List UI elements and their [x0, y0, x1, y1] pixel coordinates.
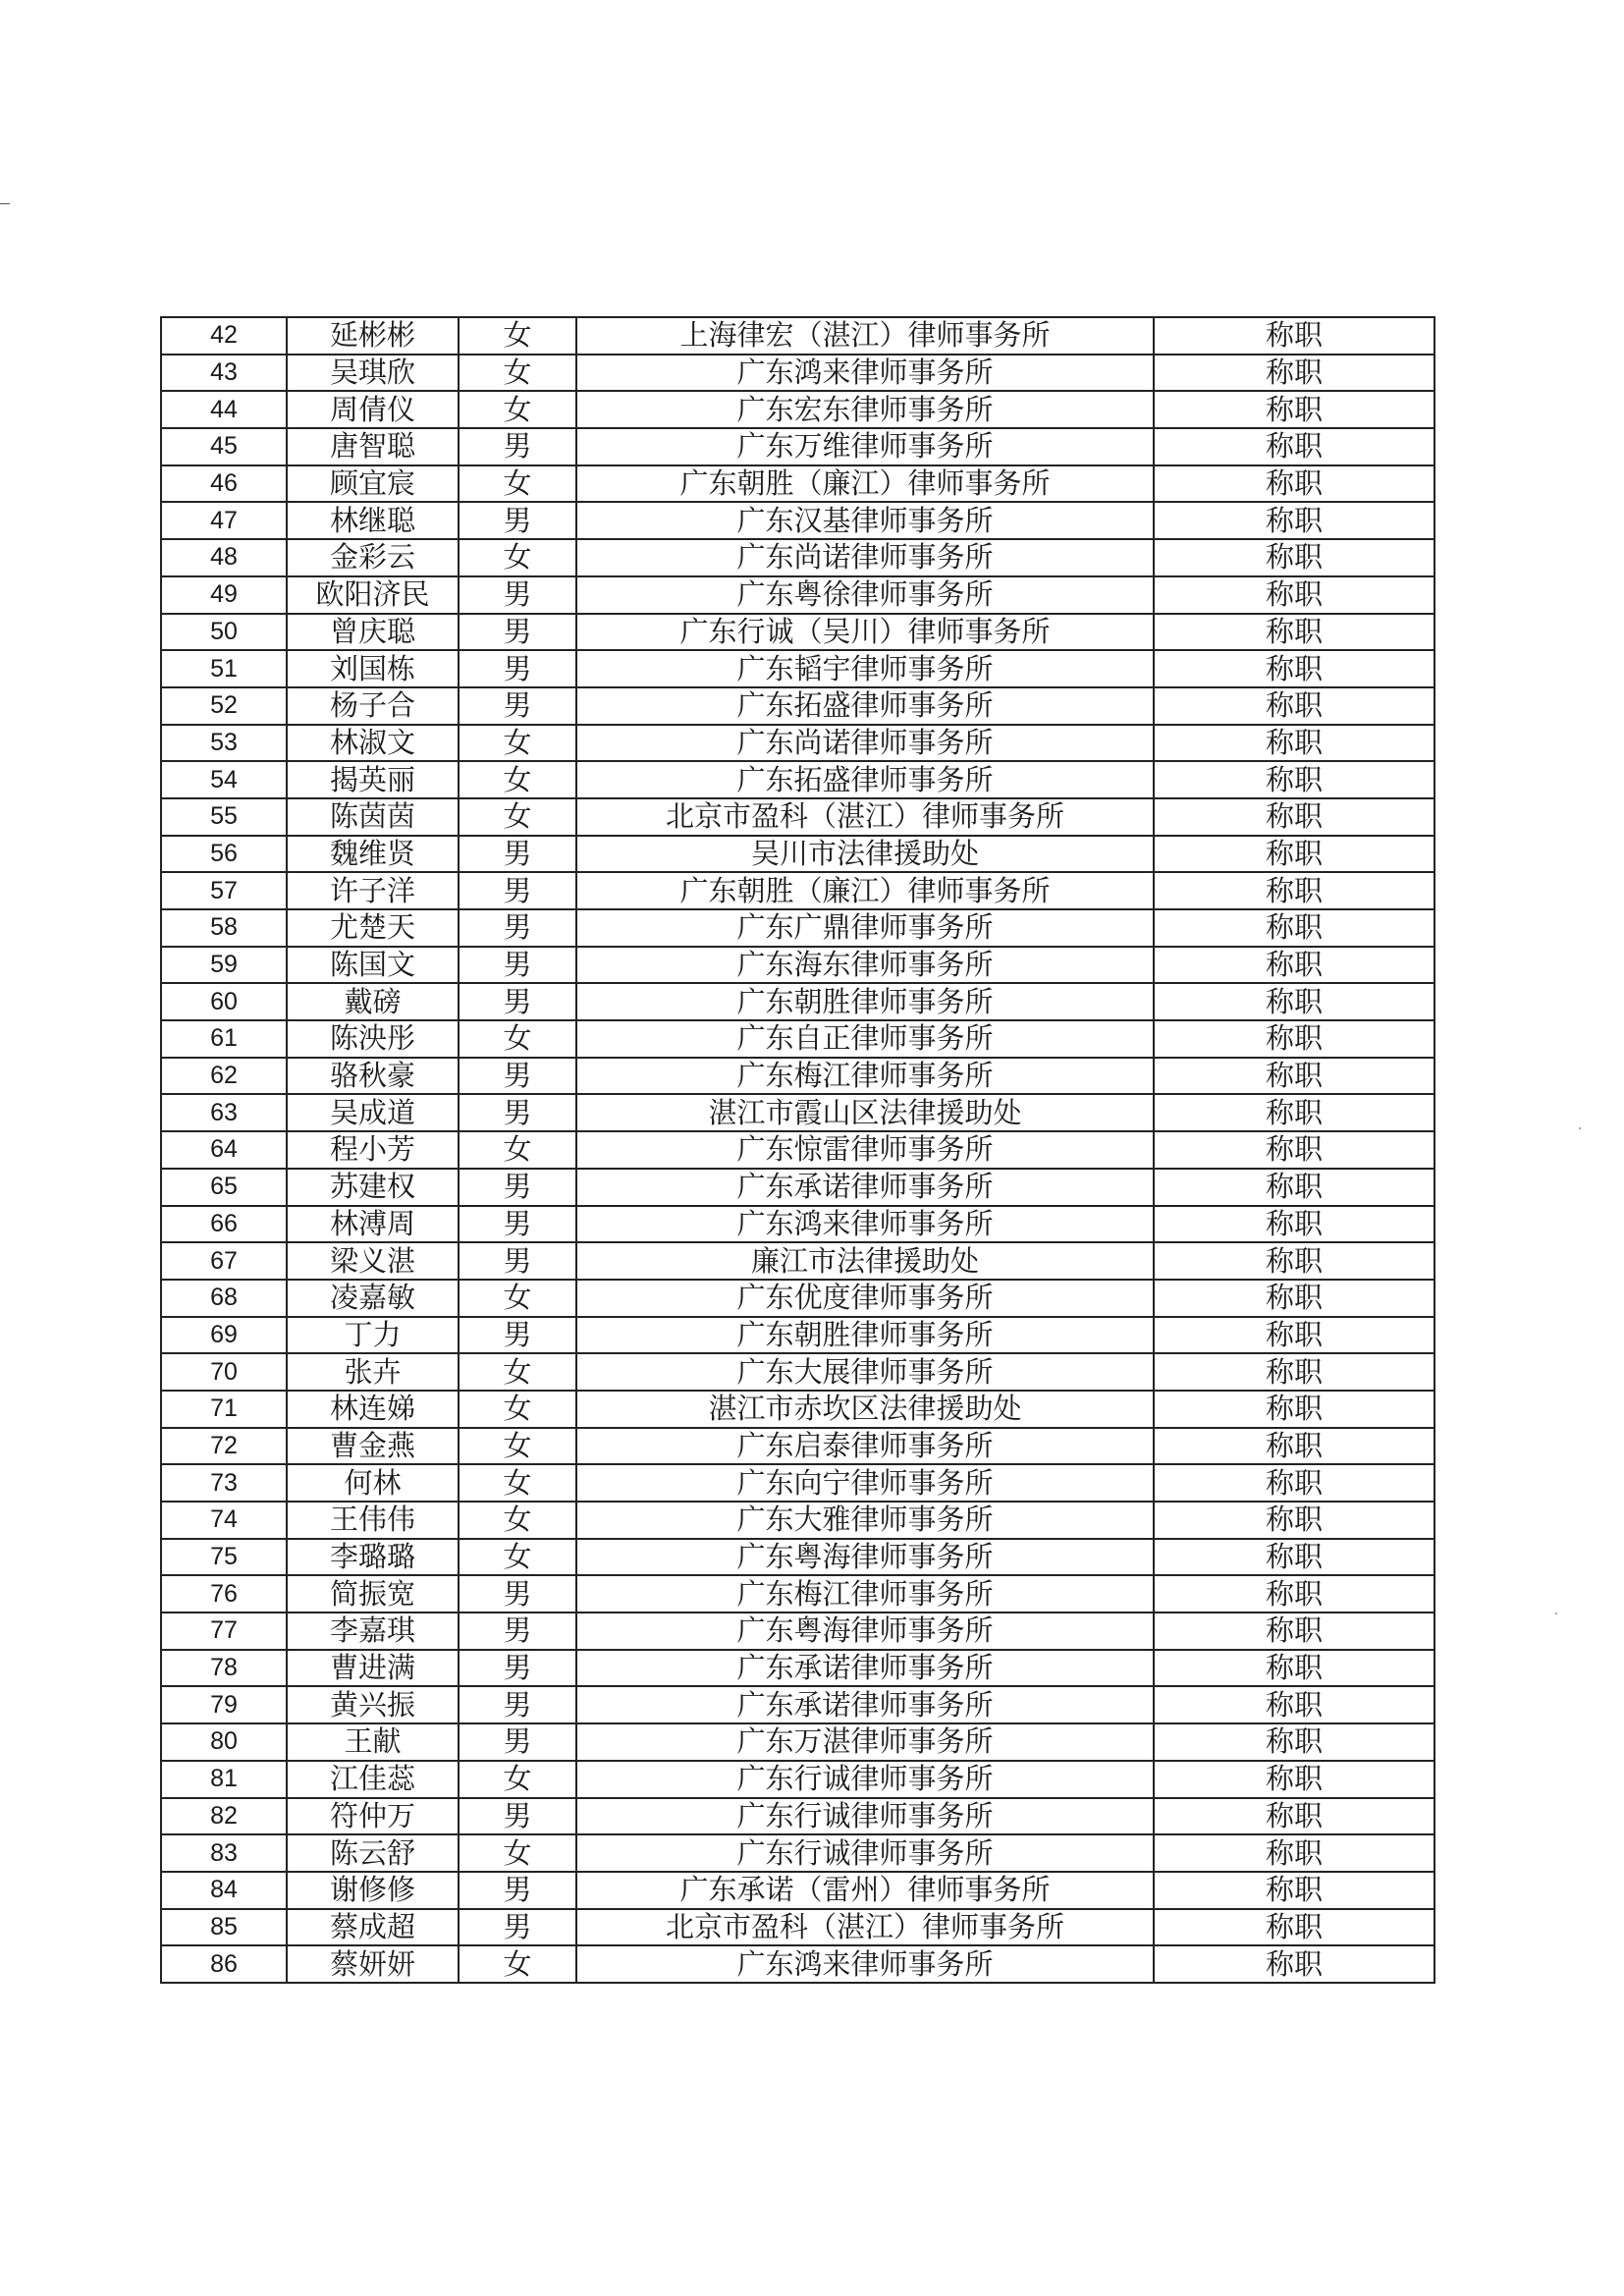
table-row [161, 1502, 1435, 1539]
evaluation-result-cell: 称职 [1154, 1353, 1435, 1391]
organization-cell: 广东拓盛律师事务所 [576, 687, 1154, 725]
name-cell: 吴成道 [287, 1094, 459, 1131]
name-cell: 黄兴振 [287, 1686, 459, 1723]
organization-cell: 广东大雅律师事务所 [576, 1502, 1154, 1539]
row-number-cell: 56 [161, 836, 287, 873]
row-number-cell: 55 [161, 798, 287, 836]
table-row [161, 1834, 1435, 1872]
gender-cell: 女 [459, 1280, 576, 1317]
gender-cell: 女 [459, 465, 576, 503]
table-row [161, 1650, 1435, 1687]
table-row [161, 1131, 1435, 1169]
row-number-cell: 69 [161, 1317, 287, 1354]
row-number-cell: 73 [161, 1464, 287, 1502]
organization-cell: 北京市盈科（湛江）律师事务所 [576, 1909, 1154, 1946]
organization-cell: 上海律宏（湛江）律师事务所 [576, 317, 1154, 355]
evaluation-result-cell: 称职 [1154, 502, 1435, 539]
gender-cell: 男 [459, 1317, 576, 1354]
name-cell: 林继聪 [287, 502, 459, 539]
gender-cell: 男 [459, 1798, 576, 1835]
organization-cell: 广东尚诺律师事务所 [576, 539, 1154, 576]
evaluation-result-cell: 称职 [1154, 1169, 1435, 1206]
name-cell: 江佳蕊 [287, 1761, 459, 1798]
organization-cell: 广东韬宇律师事务所 [576, 650, 1154, 687]
evaluation-result-cell: 称职 [1154, 1391, 1435, 1428]
table-row [161, 1206, 1435, 1243]
evaluation-result-cell: 称职 [1154, 1206, 1435, 1243]
organization-cell: 广东承诺（雷州）律师事务所 [576, 1872, 1154, 1909]
name-cell: 程小芳 [287, 1131, 459, 1169]
evaluation-result-cell: 称职 [1154, 317, 1435, 355]
name-cell: 李嘉琪 [287, 1613, 459, 1650]
name-cell: 谢修修 [287, 1872, 459, 1909]
row-number-cell: 47 [161, 502, 287, 539]
evaluation-result-cell: 称职 [1154, 983, 1435, 1020]
organization-cell: 广东朝胜（廉江）律师事务所 [576, 872, 1154, 909]
name-cell: 林淑文 [287, 725, 459, 762]
name-cell: 林连娣 [287, 1391, 459, 1428]
evaluation-result-cell: 称职 [1154, 1094, 1435, 1131]
table-row [161, 1613, 1435, 1650]
row-number-cell: 66 [161, 1206, 287, 1243]
evaluation-result-cell: 称职 [1154, 798, 1435, 836]
organization-cell: 广东朝胜（廉江）律师事务所 [576, 465, 1154, 503]
name-cell: 简振宽 [287, 1575, 459, 1613]
organization-cell: 广东万维律师事务所 [576, 428, 1154, 465]
name-cell: 戴磅 [287, 983, 459, 1020]
gender-cell: 男 [459, 1723, 576, 1761]
evaluation-result-cell: 称职 [1154, 1798, 1435, 1835]
row-number-cell: 80 [161, 1723, 287, 1761]
row-number-cell: 54 [161, 761, 287, 798]
row-number-cell: 63 [161, 1094, 287, 1131]
row-number-cell: 78 [161, 1650, 287, 1687]
scan-speck [1555, 1613, 1557, 1614]
name-cell: 凌嘉敏 [287, 1280, 459, 1317]
evaluation-result-cell: 称职 [1154, 947, 1435, 984]
name-cell: 唐智聪 [287, 428, 459, 465]
table-row [161, 983, 1435, 1020]
name-cell: 陈国文 [287, 947, 459, 984]
row-number-cell: 81 [161, 1761, 287, 1798]
row-number-cell: 70 [161, 1353, 287, 1391]
evaluation-result-cell: 称职 [1154, 725, 1435, 762]
row-number-cell: 82 [161, 1798, 287, 1835]
name-cell: 延彬彬 [287, 317, 459, 355]
organization-cell: 广东惊雷律师事务所 [576, 1131, 1154, 1169]
row-number-cell: 83 [161, 1834, 287, 1872]
gender-cell: 男 [459, 1575, 576, 1613]
table-row [161, 1909, 1435, 1946]
organization-cell: 广东海东律师事务所 [576, 947, 1154, 984]
table-row [161, 650, 1435, 687]
row-number-cell: 68 [161, 1280, 287, 1317]
evaluation-result-cell: 称职 [1154, 1613, 1435, 1650]
name-cell: 蔡妍妍 [287, 1945, 459, 1983]
gender-cell: 女 [459, 725, 576, 762]
gender-cell: 女 [459, 317, 576, 355]
organization-cell: 广东粤海律师事务所 [576, 1613, 1154, 1650]
evaluation-result-cell: 称职 [1154, 1945, 1435, 1983]
table-row [161, 576, 1435, 614]
row-number-cell: 76 [161, 1575, 287, 1613]
row-number-cell: 86 [161, 1945, 287, 1983]
row-number-cell: 43 [161, 355, 287, 392]
name-cell: 林溥周 [287, 1206, 459, 1243]
gender-cell: 女 [459, 1761, 576, 1798]
table-row [161, 1575, 1435, 1613]
row-number-cell: 60 [161, 983, 287, 1020]
organization-cell: 广东拓盛律师事务所 [576, 761, 1154, 798]
name-cell: 顾宜宸 [287, 465, 459, 503]
organization-cell: 广东鸿来律师事务所 [576, 1206, 1154, 1243]
evaluation-result-cell: 称职 [1154, 1761, 1435, 1798]
evaluation-result-cell: 称职 [1154, 909, 1435, 947]
organization-cell: 广东朝胜律师事务所 [576, 1317, 1154, 1354]
evaluation-result-cell: 称职 [1154, 1464, 1435, 1502]
gender-cell: 男 [459, 947, 576, 984]
name-cell: 梁义湛 [287, 1242, 459, 1280]
table-row [161, 1242, 1435, 1280]
table-row [161, 1539, 1435, 1576]
organization-cell: 广东粤海律师事务所 [576, 1539, 1154, 1576]
name-cell: 陈云舒 [287, 1834, 459, 1872]
row-number-cell: 77 [161, 1613, 287, 1650]
row-number-cell: 67 [161, 1242, 287, 1280]
evaluation-result-cell: 称职 [1154, 1650, 1435, 1687]
organization-cell: 广东承诺律师事务所 [576, 1686, 1154, 1723]
row-number-cell: 74 [161, 1502, 287, 1539]
organization-cell: 广东鸿来律师事务所 [576, 1945, 1154, 1983]
row-number-cell: 52 [161, 687, 287, 725]
evaluation-result-cell: 称职 [1154, 1686, 1435, 1723]
gender-cell: 女 [459, 1464, 576, 1502]
gender-cell: 女 [459, 1502, 576, 1539]
name-cell: 许子洋 [287, 872, 459, 909]
gender-cell: 男 [459, 1872, 576, 1909]
table-row [161, 1020, 1435, 1058]
gender-cell: 女 [459, 1131, 576, 1169]
table-row [161, 1761, 1435, 1798]
organization-cell: 广东向宁律师事务所 [576, 1464, 1154, 1502]
organization-cell: 广东行诚律师事务所 [576, 1798, 1154, 1835]
row-number-cell: 71 [161, 1391, 287, 1428]
evaluation-table-body [161, 317, 1435, 1983]
name-cell: 苏建权 [287, 1169, 459, 1206]
organization-cell: 广东汉基律师事务所 [576, 502, 1154, 539]
evaluation-table [160, 316, 1435, 1984]
table-row [161, 1798, 1435, 1835]
organization-cell: 广东承诺律师事务所 [576, 1169, 1154, 1206]
evaluation-result-cell: 称职 [1154, 1539, 1435, 1576]
row-number-cell: 85 [161, 1909, 287, 1946]
name-cell: 张卉 [287, 1353, 459, 1391]
name-cell: 丁力 [287, 1317, 459, 1354]
name-cell: 李璐璐 [287, 1539, 459, 1576]
table-row [161, 909, 1435, 947]
table-row [161, 317, 1435, 355]
organization-cell: 广东承诺律师事务所 [576, 1650, 1154, 1687]
gender-cell: 女 [459, 1834, 576, 1872]
row-number-cell: 59 [161, 947, 287, 984]
table-row [161, 539, 1435, 576]
table-row [161, 1428, 1435, 1465]
table-row [161, 428, 1435, 465]
table-row [161, 687, 1435, 725]
gender-cell: 女 [459, 1945, 576, 1983]
gender-cell: 男 [459, 909, 576, 947]
evaluation-result-cell: 称职 [1154, 650, 1435, 687]
gender-cell: 男 [459, 1206, 576, 1243]
organization-cell: 广东梅江律师事务所 [576, 1575, 1154, 1613]
gender-cell: 男 [459, 650, 576, 687]
table-row [161, 1094, 1435, 1131]
organization-cell: 广东行诚律师事务所 [576, 1761, 1154, 1798]
row-number-cell: 49 [161, 576, 287, 614]
gender-cell: 女 [459, 539, 576, 576]
evaluation-result-cell: 称职 [1154, 355, 1435, 392]
row-number-cell: 61 [161, 1020, 287, 1058]
row-number-cell: 51 [161, 650, 287, 687]
evaluation-result-cell: 称职 [1154, 1502, 1435, 1539]
row-number-cell: 42 [161, 317, 287, 355]
evaluation-result-cell: 称职 [1154, 428, 1435, 465]
table-row [161, 761, 1435, 798]
evaluation-result-cell: 称职 [1154, 1834, 1435, 1872]
organization-cell: 广东大展律师事务所 [576, 1353, 1154, 1391]
table-row [161, 725, 1435, 762]
organization-cell: 广东朝胜律师事务所 [576, 983, 1154, 1020]
row-number-cell: 48 [161, 539, 287, 576]
gender-cell: 男 [459, 1650, 576, 1687]
table-row [161, 465, 1435, 503]
evaluation-result-cell: 称职 [1154, 1317, 1435, 1354]
evaluation-result-cell: 称职 [1154, 836, 1435, 873]
gender-cell: 女 [459, 355, 576, 392]
name-cell: 陈茵茵 [287, 798, 459, 836]
gender-cell: 女 [459, 1353, 576, 1391]
gender-cell: 男 [459, 1058, 576, 1095]
table-row [161, 1280, 1435, 1317]
organization-cell: 廉江市法律援助处 [576, 1242, 1154, 1280]
organization-cell: 广东行诚律师事务所 [576, 1834, 1154, 1872]
table-row [161, 1169, 1435, 1206]
evaluation-result-cell: 称职 [1154, 614, 1435, 651]
gender-cell: 男 [459, 428, 576, 465]
name-cell: 尤楚天 [287, 909, 459, 947]
evaluation-result-cell: 称职 [1154, 1242, 1435, 1280]
evaluation-result-cell: 称职 [1154, 391, 1435, 428]
row-number-cell: 46 [161, 465, 287, 503]
evaluation-result-cell: 称职 [1154, 1058, 1435, 1095]
evaluation-result-cell: 称职 [1154, 1020, 1435, 1058]
table-row [161, 1317, 1435, 1354]
name-cell: 周倩仪 [287, 391, 459, 428]
evaluation-result-cell: 称职 [1154, 1909, 1435, 1946]
gender-cell: 男 [459, 1909, 576, 1946]
gender-cell: 男 [459, 1613, 576, 1650]
organization-cell: 湛江市赤坎区法律援助处 [576, 1391, 1154, 1428]
table-row [161, 1945, 1435, 1983]
row-number-cell: 44 [161, 391, 287, 428]
row-number-cell: 84 [161, 1872, 287, 1909]
gender-cell: 男 [459, 1686, 576, 1723]
evaluation-result-cell: 称职 [1154, 1131, 1435, 1169]
evaluation-result-cell: 称职 [1154, 539, 1435, 576]
organization-cell: 广东梅江律师事务所 [576, 1058, 1154, 1095]
organization-cell: 广东行诚（吴川）律师事务所 [576, 614, 1154, 651]
row-number-cell: 53 [161, 725, 287, 762]
name-cell: 陈泱彤 [287, 1020, 459, 1058]
row-number-cell: 62 [161, 1058, 287, 1095]
organization-cell: 广东宏东律师事务所 [576, 391, 1154, 428]
name-cell: 刘国栋 [287, 650, 459, 687]
gender-cell: 男 [459, 836, 576, 873]
row-number-cell: 57 [161, 872, 287, 909]
gender-cell: 女 [459, 391, 576, 428]
scan-speck [1579, 1127, 1581, 1129]
row-number-cell: 79 [161, 1686, 287, 1723]
row-number-cell: 58 [161, 909, 287, 947]
name-cell: 骆秋豪 [287, 1058, 459, 1095]
name-cell: 王献 [287, 1723, 459, 1761]
gender-cell: 男 [459, 614, 576, 651]
table-row [161, 1686, 1435, 1723]
organization-cell: 广东尚诺律师事务所 [576, 725, 1154, 762]
name-cell: 杨子合 [287, 687, 459, 725]
name-cell: 符仲万 [287, 1798, 459, 1835]
row-number-cell: 64 [161, 1131, 287, 1169]
table-row [161, 1723, 1435, 1761]
organization-cell: 广东启泰律师事务所 [576, 1428, 1154, 1465]
row-number-cell: 45 [161, 428, 287, 465]
organization-cell: 广东自正律师事务所 [576, 1020, 1154, 1058]
evaluation-result-cell: 称职 [1154, 1280, 1435, 1317]
organization-cell: 吴川市法律援助处 [576, 836, 1154, 873]
table-row [161, 1391, 1435, 1428]
scan-margin-mark [0, 203, 10, 204]
name-cell: 金彩云 [287, 539, 459, 576]
table-row [161, 1464, 1435, 1502]
name-cell: 何林 [287, 1464, 459, 1502]
row-number-cell: 65 [161, 1169, 287, 1206]
name-cell: 欧阳济民 [287, 576, 459, 614]
name-cell: 蔡成超 [287, 1909, 459, 1946]
name-cell: 王伟伟 [287, 1502, 459, 1539]
gender-cell: 女 [459, 1020, 576, 1058]
evaluation-result-cell: 称职 [1154, 1428, 1435, 1465]
evaluation-result-cell: 称职 [1154, 872, 1435, 909]
name-cell: 曹金燕 [287, 1428, 459, 1465]
organization-cell: 湛江市霞山区法律援助处 [576, 1094, 1154, 1131]
table-row [161, 947, 1435, 984]
organization-cell: 北京市盈科（湛江）律师事务所 [576, 798, 1154, 836]
table-row [161, 391, 1435, 428]
gender-cell: 男 [459, 983, 576, 1020]
evaluation-result-cell: 称职 [1154, 1872, 1435, 1909]
gender-cell: 男 [459, 687, 576, 725]
name-cell: 魏维贤 [287, 836, 459, 873]
table-row [161, 798, 1435, 836]
evaluation-result-cell: 称职 [1154, 1575, 1435, 1613]
gender-cell: 男 [459, 1169, 576, 1206]
row-number-cell: 75 [161, 1539, 287, 1576]
gender-cell: 男 [459, 872, 576, 909]
organization-cell: 广东优度律师事务所 [576, 1280, 1154, 1317]
gender-cell: 男 [459, 1242, 576, 1280]
gender-cell: 女 [459, 1428, 576, 1465]
evaluation-result-cell: 称职 [1154, 465, 1435, 503]
evaluation-result-cell: 称职 [1154, 576, 1435, 614]
table-row [161, 1058, 1435, 1095]
name-cell: 吴琪欣 [287, 355, 459, 392]
gender-cell: 男 [459, 1094, 576, 1131]
gender-cell: 男 [459, 502, 576, 539]
name-cell: 曾庆聪 [287, 614, 459, 651]
organization-cell: 广东鸿来律师事务所 [576, 355, 1154, 392]
gender-cell: 女 [459, 1539, 576, 1576]
evaluation-result-cell: 称职 [1154, 761, 1435, 798]
table-row [161, 1872, 1435, 1909]
table-row [161, 355, 1435, 392]
gender-cell: 男 [459, 576, 576, 614]
evaluation-result-cell: 称职 [1154, 687, 1435, 725]
organization-cell: 广东广鼎律师事务所 [576, 909, 1154, 947]
table-row [161, 502, 1435, 539]
organization-cell: 广东粤徐律师事务所 [576, 576, 1154, 614]
table-row [161, 872, 1435, 909]
gender-cell: 女 [459, 1391, 576, 1428]
row-number-cell: 72 [161, 1428, 287, 1465]
table-row [161, 614, 1435, 651]
table-row [161, 1353, 1435, 1391]
evaluation-result-cell: 称职 [1154, 1723, 1435, 1761]
gender-cell: 女 [459, 761, 576, 798]
name-cell: 曹进满 [287, 1650, 459, 1687]
table-row [161, 836, 1435, 873]
row-number-cell: 50 [161, 614, 287, 651]
name-cell: 揭英丽 [287, 761, 459, 798]
organization-cell: 广东万湛律师事务所 [576, 1723, 1154, 1761]
gender-cell: 女 [459, 798, 576, 836]
